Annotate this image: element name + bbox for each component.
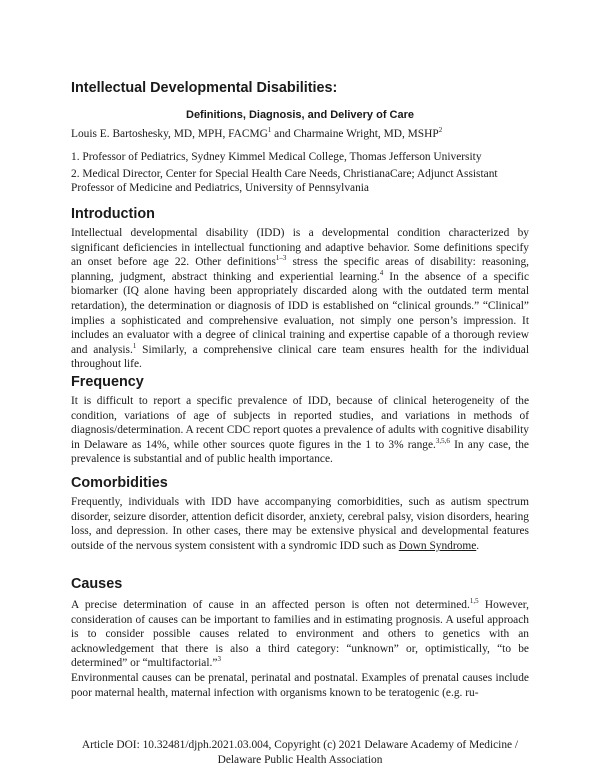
article-subtitle: Definitions, Diagnosis, and Delivery of Care	[186, 109, 414, 121]
causes-paragraph-1: A precise determination of cause in an affected person is often not determined.$^{1,5}$ However, consideration of causes can be important to families and in estimating prognosis. A useful approach is to consider possible causes related to environment and others to genetics with an acknowledgement that there is also a third category: “unknown” or, optimistically, “to be determined” or “multifactorial.”$^3$	[71, 597, 529, 670]
page-footer	[0, 738, 600, 767]
footer-publisher-line: Delaware Public Health Association	[217, 753, 383, 766]
affiliation-1: 1. Professor of Pediatrics, Sydney Kimmel Medical College, Thomas Jefferson University	[71, 151, 482, 163]
citation: 1	[132, 341, 137, 350]
article-title: Intellectual Developmental Disabilities:	[71, 80, 338, 96]
section-heading-comorbidities: Comorbidities	[71, 475, 168, 491]
footer-doi-line: Article DOI: 10.32481/djph.2021.03.004, Copyright (c) 2021 Delaware Academy of Medicine /	[81, 739, 519, 751]
citation: 4	[379, 268, 384, 277]
author-line	[71, 128, 442, 140]
author-2-affiliation-mark: 2	[438, 126, 443, 135]
frequency-paragraph: It is difficult to report a specific prevalence of IDD, because of clinical heterogeneity of the condition, variations of age of subjects in reported studies, and variations in methods of diagnosis/determination. A recent CDC report quotes a prevalence of adults with cognitive disability in Delaware as 14%, while other sources quote figures in the 1 to 3% range.$^{3,5,6}$ In any case, the prevalence is substantial and of public health importance.	[71, 395, 529, 466]
section-heading-causes: Causes	[71, 576, 123, 592]
comorbidities-paragraph: Frequently, individuals with IDD have accompanying comorbidities, such as autism spectrum disorder, seizure disorder, attention deficit disorder, anxiety, cerebral palsy, vision disorders, hearing loss, and depression. In other cases, there may be extensive physical and developmental features outside of the nervous system consistent with a syndromic IDD such as Down Syndrome.	[71, 496, 529, 552]
causes-paragraph-2: Environmental causes can be prenatal, perinatal and postnatal. Examples of prenatal causes include poor maternal health, maternal infection with organisms known to be teratogenic (e.g. ru-	[71, 672, 529, 699]
section-heading-frequency: Frequency	[71, 374, 144, 390]
author-1: Louis E. Bartoshesky, MD, MPH, FACMG	[71, 128, 268, 140]
citation: 1–3	[275, 254, 287, 263]
citation: 3	[217, 655, 221, 664]
affiliation-2: 2. Medical Director, Center for Special Health Care Needs, ChristianaCare; Adjunct Assistant Professor of Medicine and Pediatrics, University of Pennsylvania	[71, 168, 498, 194]
author-1-affiliation-mark: 1	[267, 126, 272, 135]
down-syndrome-link[interactable]: Down Syndrome	[398, 539, 477, 552]
citation: 3,5,6	[435, 436, 450, 445]
introduction-paragraph: Intellectual developmental disability (IDD) is a developmental condition characterized by significant deficiencies in intellectual functioning and adaptive behavior. Some definitions specify an onset before age 22. Other definitions$^{1-3}$ stress the specific areas of disability: reasoning, planning, judgment, abstract thinking and experiential learning.$^4$ In the absence of a specific biomarker (IQ alone having been appropriately discarded along with the outdated term mental retardation), the determination or diagnosis of IDD is established on “clinical grounds.” “Clinical” implies a sophisticated and comprehensive evaluation, not simply one person’s impression. It includes an evaluator with a degree of clinical training and expertise capable of a thorough review and analysis.$^1$ Similarly, a comprehensive clinical care team ensures health for the individual throughout life.	[71, 227, 529, 371]
citation: 1,5	[469, 597, 479, 606]
author-conjunction: and	[271, 128, 294, 140]
author-2: Charmaine Wright, MD, MSHP	[293, 128, 439, 140]
section-heading-introduction: Introduction	[71, 206, 155, 222]
